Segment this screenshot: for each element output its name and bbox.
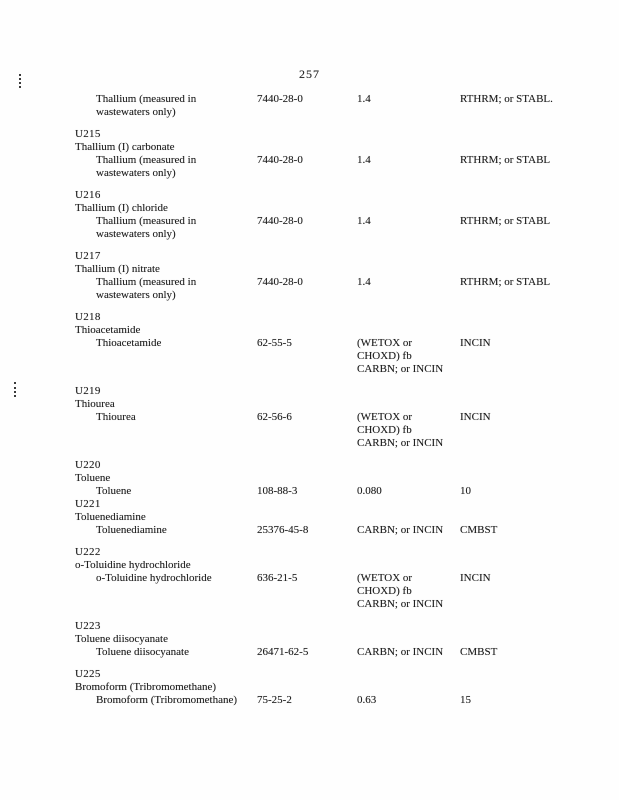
- waste-entry: [75, 93, 553, 119]
- text-line: wastewaters only): [96, 228, 176, 240]
- cas-number: 7440-28-0: [257, 93, 303, 105]
- constituent-name: [75, 646, 257, 659]
- nonwastewater-standard: 15: [460, 694, 471, 706]
- cas-number: 7440-28-0: [257, 215, 303, 227]
- constituent-name: [75, 276, 257, 302]
- constituent-row: [75, 411, 553, 450]
- wastewater-standard: [357, 646, 460, 659]
- waste-entry: [75, 620, 553, 659]
- cas-number: 62-55-5: [257, 337, 292, 349]
- constituent-name: [75, 694, 257, 707]
- waste-chemical-name: Toluene diisocyanate: [75, 633, 169, 645]
- waste-code: U217: [75, 250, 101, 262]
- text-line: Thallium (measured in: [96, 215, 197, 227]
- waste-code: U218: [75, 311, 101, 323]
- waste-chemical-name: Toluenediamine: [75, 511, 146, 523]
- waste-entry: [75, 250, 553, 302]
- waste-code: U216: [75, 189, 101, 201]
- wastewater-standard: [357, 411, 460, 450]
- text-line: wastewaters only): [96, 289, 176, 301]
- wastewater-standard: [357, 276, 460, 289]
- waste-code: U222: [75, 546, 101, 558]
- text-line: (WETOX or: [357, 572, 413, 584]
- text-line: wastewaters only): [96, 167, 176, 179]
- cas-number: 25376-45-8: [257, 524, 309, 536]
- text-line: o-Toluidine hydrochloride: [96, 572, 212, 584]
- waste-entry: [75, 311, 553, 376]
- constituent-name: [75, 411, 257, 424]
- waste-entry: [75, 385, 553, 450]
- text-line: wastewaters only): [96, 106, 176, 118]
- wastewater-standard: [357, 215, 460, 228]
- nonwastewater-standard: CMBST: [460, 646, 498, 658]
- constituent-name: [75, 524, 257, 537]
- treatment-standards-table: [75, 93, 553, 707]
- cas-number: 26471-62-5: [257, 646, 309, 658]
- constituent-row: [75, 93, 553, 119]
- waste-chemical-name: o-Toluidine hydrochloride: [75, 559, 191, 571]
- waste-code: U225: [75, 668, 101, 680]
- text-line: CHOXD) fb: [357, 350, 412, 362]
- text-line: CHOXD) fb: [357, 585, 412, 597]
- text-line: 0.63: [357, 694, 377, 706]
- constituent-name: [75, 572, 257, 585]
- waste-entry: [75, 546, 553, 611]
- waste-chemical-name: Toluene: [75, 472, 111, 484]
- nonwastewater-standard: RTHRM; or STABL: [460, 154, 551, 166]
- waste-chemical-name: Thioacetamide: [75, 324, 141, 336]
- scan-artifact-mark: [14, 382, 16, 397]
- text-line: Bromoform (Tribromomethane): [96, 694, 238, 706]
- waste-chemical-name: Thallium (I) nitrate: [75, 263, 160, 275]
- waste-code: U219: [75, 385, 101, 397]
- cas-number: 62-56-6: [257, 411, 292, 423]
- text-line: Toluenediamine: [96, 524, 167, 536]
- text-line: Thallium (measured in: [96, 154, 197, 166]
- nonwastewater-standard: CMBST: [460, 524, 498, 536]
- text-line: 1.4: [357, 215, 371, 227]
- text-line: CHOXD) fb: [357, 424, 412, 436]
- constituent-row: [75, 572, 553, 611]
- text-line: CARBN; or INCIN: [357, 646, 444, 658]
- cas-number: 7440-28-0: [257, 154, 303, 166]
- constituent-row: [75, 337, 553, 376]
- text-line: CARBN; or INCIN: [357, 524, 444, 536]
- waste-entry: [75, 668, 553, 707]
- cas-number: 7440-28-0: [257, 276, 303, 288]
- cas-number: 108-88-3: [257, 485, 298, 497]
- cas-number: 75-25-2: [257, 694, 292, 706]
- text-line: (WETOX or: [357, 411, 413, 423]
- constituent-row: [75, 524, 553, 537]
- text-line: CARBN; or INCIN: [357, 363, 444, 375]
- page-number: 257: [299, 67, 320, 81]
- waste-code: U221: [75, 498, 101, 510]
- text-line: Toluene: [96, 485, 132, 497]
- wastewater-standard: [357, 524, 460, 537]
- text-line: Thioacetamide: [96, 337, 162, 349]
- text-line: 0.080: [357, 485, 382, 497]
- waste-code: U215: [75, 128, 101, 140]
- wastewater-standard: [357, 485, 460, 498]
- text-line: 1.4: [357, 154, 371, 166]
- waste-entry: [75, 498, 553, 537]
- wastewater-standard: [357, 154, 460, 167]
- text-line: CARBN; or INCIN: [357, 598, 444, 610]
- waste-chemical-name: Thiourea: [75, 398, 115, 410]
- constituent-row: [75, 215, 553, 241]
- text-line: CARBN; or INCIN: [357, 437, 444, 449]
- constituent-row: [75, 485, 553, 498]
- waste-chemical-name: Thallium (I) carbonate: [75, 141, 175, 153]
- text-line: 1.4: [357, 93, 371, 105]
- text-line: (WETOX or: [357, 337, 413, 349]
- waste-code: U220: [75, 459, 101, 471]
- constituent-name: [75, 215, 257, 241]
- nonwastewater-standard: 10: [460, 485, 471, 497]
- constituent-row: [75, 694, 553, 707]
- nonwastewater-standard: INCIN: [460, 337, 491, 349]
- text-line: Thiourea: [96, 411, 136, 423]
- constituent-name: [75, 485, 257, 498]
- waste-code: U223: [75, 620, 101, 632]
- nonwastewater-standard: RTHRM; or STABL: [460, 215, 551, 227]
- waste-entry: [75, 459, 553, 498]
- wastewater-standard: [357, 572, 460, 611]
- waste-entry: [75, 189, 553, 241]
- waste-chemical-name: Bromoform (Tribromomethane): [75, 681, 217, 693]
- nonwastewater-standard: INCIN: [460, 572, 491, 584]
- nonwastewater-standard: RTHRM; or STABL: [460, 276, 551, 288]
- wastewater-standard: [357, 337, 460, 376]
- constituent-name: [75, 154, 257, 180]
- text-line: Toluene diisocyanate: [96, 646, 190, 658]
- constituent-name: [75, 93, 257, 119]
- cas-number: 636-21-5: [257, 572, 298, 584]
- nonwastewater-standard: INCIN: [460, 411, 491, 423]
- nonwastewater-standard: RTHRM; or STABL.: [460, 93, 553, 105]
- text-line: Thallium (measured in: [96, 276, 197, 288]
- constituent-row: [75, 154, 553, 180]
- text-line: 1.4: [357, 276, 371, 288]
- wastewater-standard: [357, 93, 460, 106]
- constituent-row: [75, 646, 553, 659]
- waste-entry: [75, 128, 553, 180]
- constituent-row: [75, 276, 553, 302]
- waste-chemical-name: Thallium (I) chloride: [75, 202, 168, 214]
- text-line: Thallium (measured in: [96, 93, 197, 105]
- wastewater-standard: [357, 694, 460, 707]
- constituent-name: [75, 337, 257, 350]
